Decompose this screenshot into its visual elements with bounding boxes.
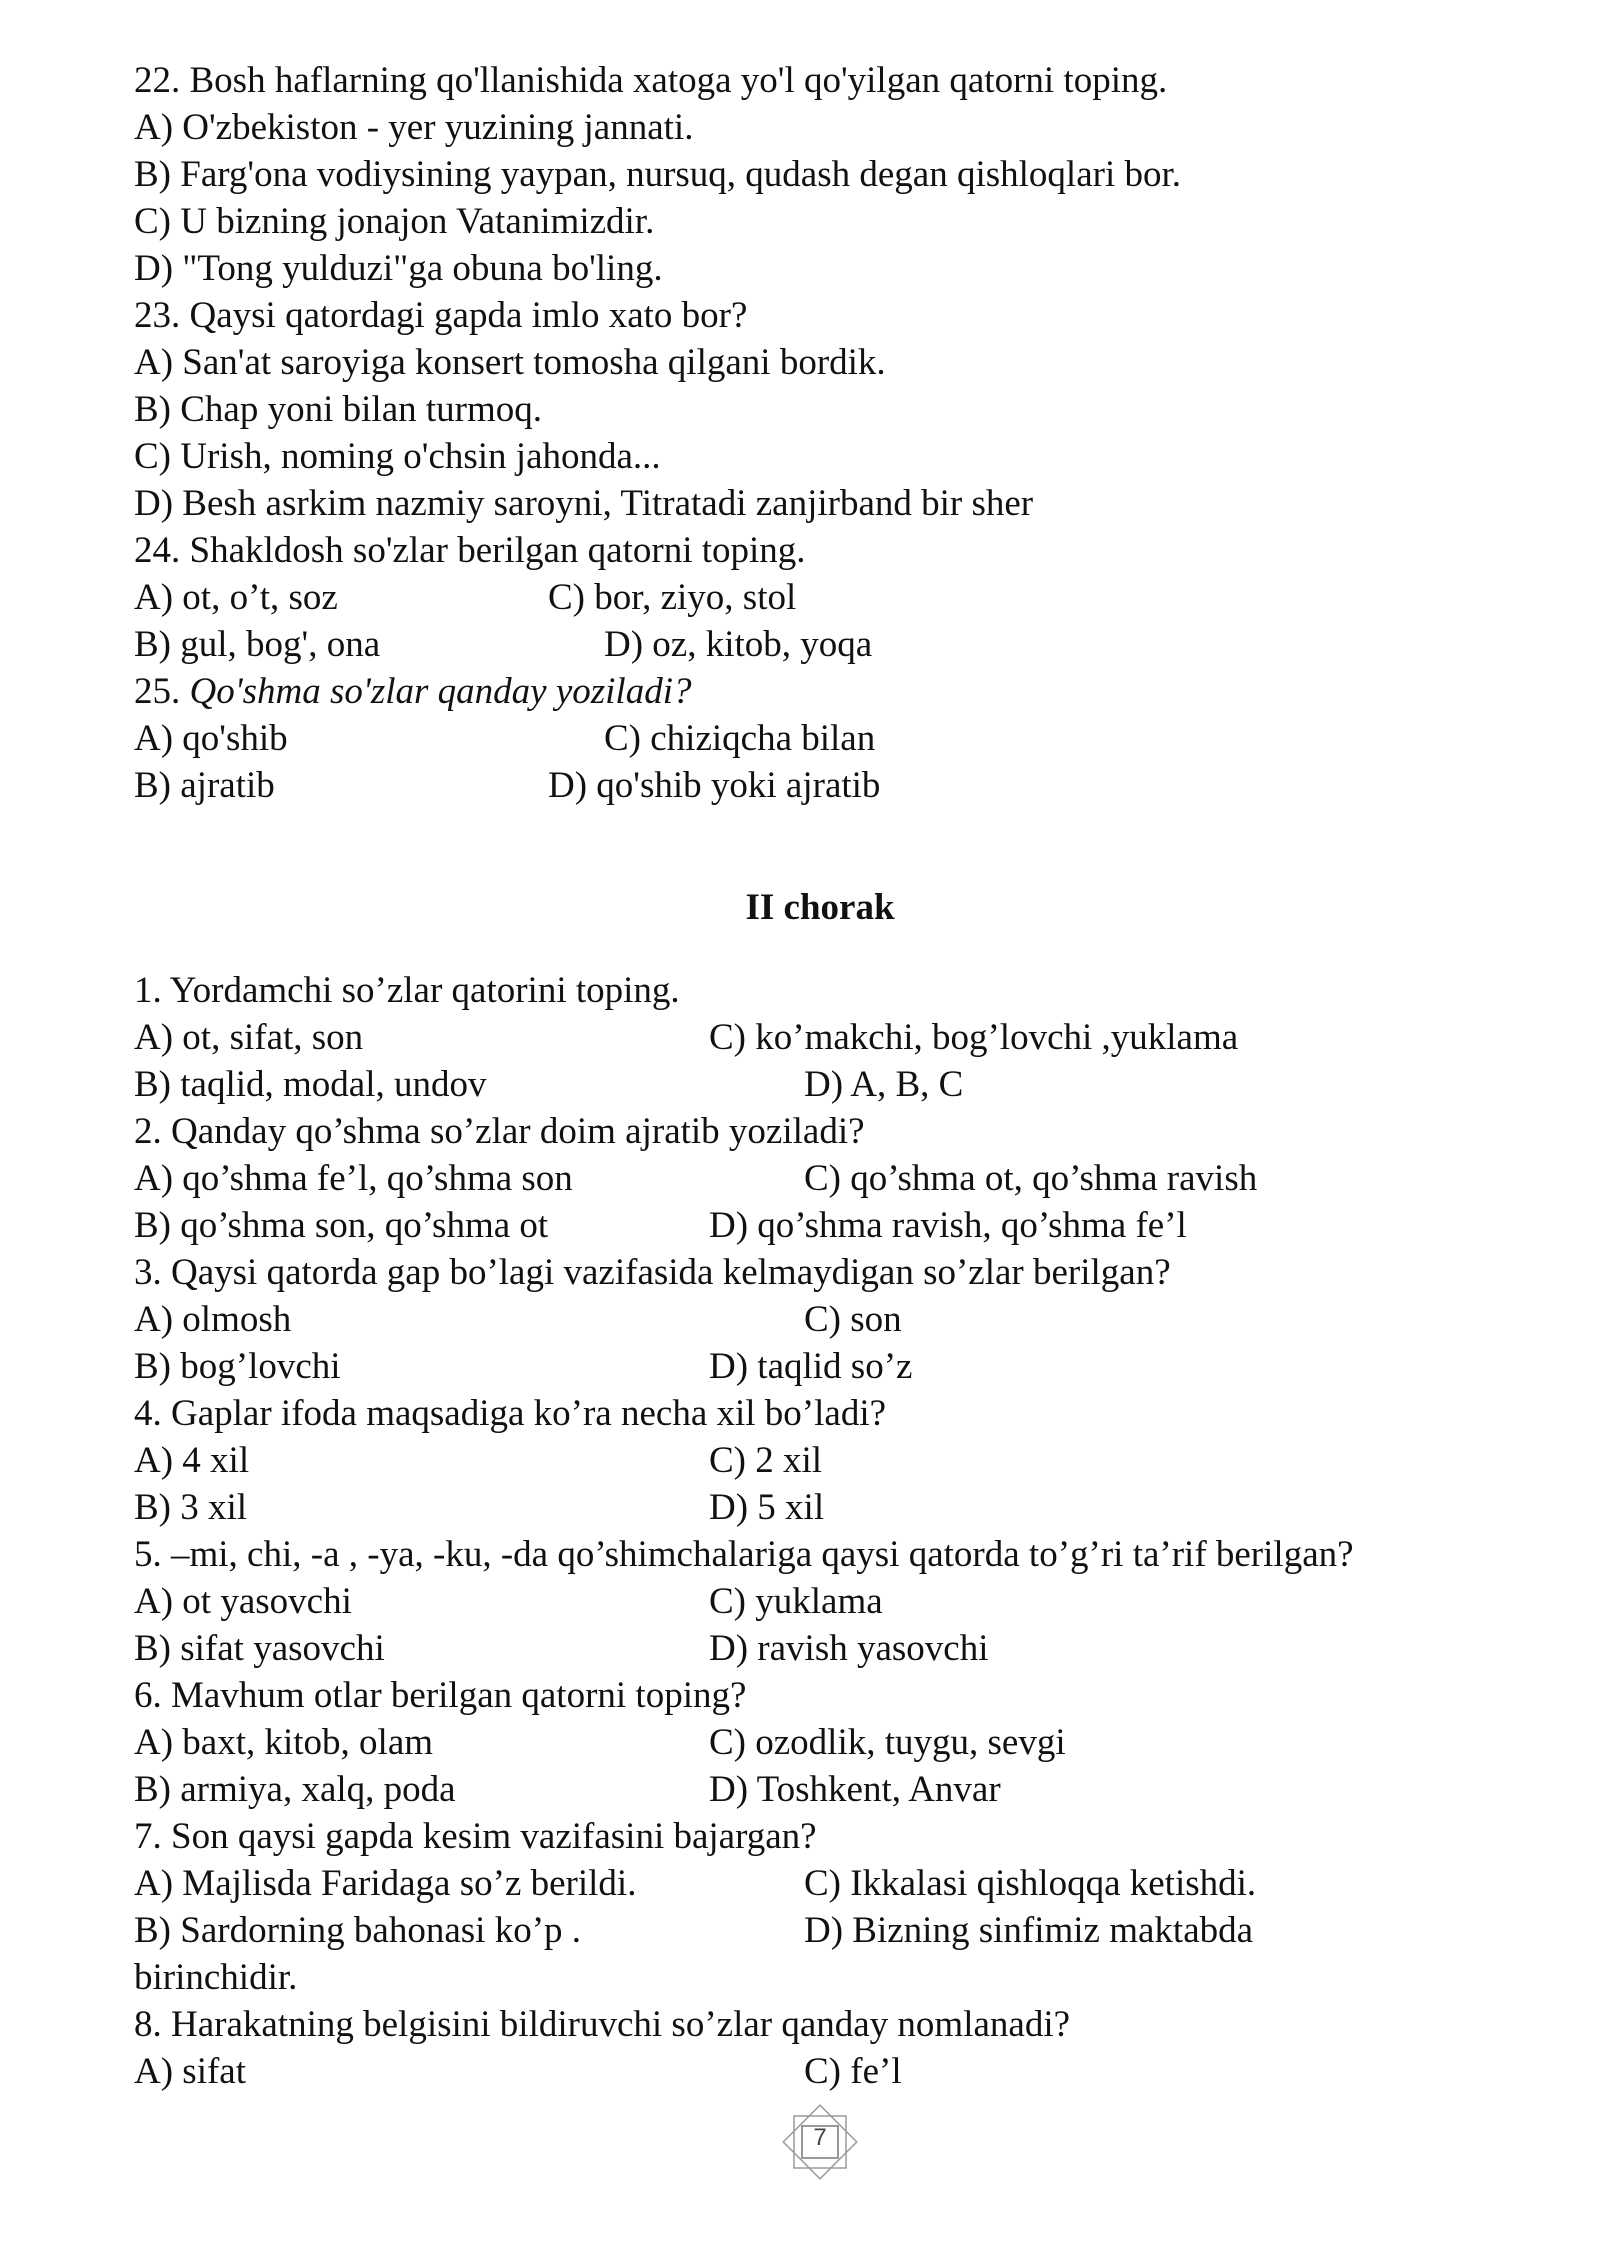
s2-q2-option-b: B) qo’shma son, qo’shma ot	[134, 1205, 549, 1246]
q22-option-c: C) U bizning jonajon Vatanimizdir.	[134, 201, 655, 242]
q24-option-c: C) bor, ziyo, stol	[548, 577, 797, 618]
q24-option-d: D) oz, kitob, yoqa	[604, 624, 873, 665]
s2-q2-option-c: C) qo’shma ot, qo’shma ravish	[804, 1158, 1258, 1199]
question-25-text: Qo'shma so'zlar qanday yoziladi?	[189, 671, 692, 712]
s2-q7-option-d-continued: birinchidir.	[134, 1957, 298, 1998]
s2-q6-option-a: A) baxt, kitob, olam	[134, 1722, 434, 1763]
q23-option-c: C) Urish, noming o'chsin jahonda...	[134, 436, 661, 477]
s2-q3-option-b: B) bog’lovchi	[134, 1346, 341, 1387]
question-24: 24. Shakldosh so'zlar berilgan qatorni toping.	[134, 530, 806, 571]
s2-q7-option-a: A) Majlisda Faridaga so’z berildi.	[134, 1863, 637, 1904]
s2-question-1: 1. Yordamchi so’zlar qatorini toping.	[134, 970, 680, 1011]
s2-q2-option-a: A) qo’shma fe’l, qo’shma son	[134, 1158, 573, 1199]
section-heading: II chorak	[745, 887, 895, 928]
q23-option-a: A) San'at saroyiga konsert tomosha qilgani bordik.	[134, 342, 886, 383]
s2-q7-option-c: C) Ikkalasi qishloqqa ketishdi.	[804, 1863, 1257, 1904]
page-number-ornament	[780, 2102, 860, 2182]
q25-option-a: A) qo'shib	[134, 718, 288, 759]
q23-option-b: B) Chap yoni bilan turmoq.	[134, 389, 542, 430]
q22-option-b: B) Farg'ona vodiysining yaypan, nursuq, qudash degan qishloqlari bor.	[134, 154, 1182, 195]
s2-q3-option-c: C) son	[804, 1299, 902, 1340]
s2-question-8: 8. Harakatning belgisini bildiruvchi so’zlar qanday nomlanadi?	[134, 2004, 1071, 2045]
s2-q4-option-c: C) 2 xil	[709, 1440, 823, 1481]
s2-q5-option-c: C) yuklama	[709, 1581, 883, 1622]
q24-option-b: B) gul, bog', ona	[134, 624, 381, 665]
s2-q5-option-a: A) ot yasovchi	[134, 1581, 352, 1622]
s2-q1-option-a: A) ot, sifat, son	[134, 1017, 364, 1058]
s2-q7-option-d: D) Bizning sinfimiz maktabda	[804, 1910, 1254, 1951]
s2-q1-option-d: D) A, B, C	[804, 1064, 964, 1105]
s2-q5-option-d: D) ravish yasovchi	[709, 1628, 989, 1669]
q23-option-d: D) Besh asrkim nazmiy saroyni, Titratadi zanjirband bir sher	[134, 483, 1034, 524]
question-25-number: 25.	[134, 671, 181, 712]
s2-q6-option-d: D) Toshkent, Anvar	[709, 1769, 1001, 1810]
s2-q4-option-b: B) 3 xil	[134, 1487, 248, 1528]
q25-option-d: D) qo'shib yoki ajratib	[548, 765, 881, 806]
q22-option-a: A) O'zbekiston - yer yuzining jannati.	[134, 107, 694, 148]
s2-q1-option-b: B) taqlid, modal, undov	[134, 1064, 487, 1105]
s2-q5-option-b: B) sifat yasovchi	[134, 1628, 385, 1669]
s2-q1-option-c: C) ko’makchi, bog’lovchi ,yuklama	[709, 1017, 1239, 1058]
s2-question-3: 3. Qaysi qatorda gap bo’lagi vazifasida kelmaydigan so’zlar berilgan?	[134, 1252, 1171, 1293]
q25-option-c: C) chiziqcha bilan	[604, 718, 876, 759]
question-23: 23. Qaysi qatordagi gapda imlo xato bor?	[134, 295, 748, 336]
s2-q4-option-a: A) 4 xil	[134, 1440, 250, 1481]
s2-question-2: 2. Qanday qo’shma so’zlar doim ajratib yoziladi?	[134, 1111, 865, 1152]
page-number: 7	[813, 2124, 827, 2151]
s2-q8-option-a: A) sifat	[134, 2051, 246, 2092]
s2-question-5: 5. –mi, chi, -a , -ya, -ku, -da qo’shimchalariga qaysi qatorda to’g’ri ta’rif berilgan?	[134, 1534, 1354, 1575]
s2-question-4: 4. Gaplar ifoda maqsadiga ko’ra necha xil bo’ladi?	[134, 1393, 887, 1434]
question-25	[134, 669, 691, 715]
s2-q6-option-b: B) armiya, xalq, poda	[134, 1769, 456, 1810]
s2-question-6: 6. Mavhum otlar berilgan qatorni toping?	[134, 1675, 747, 1716]
q22-option-d: D) "Tong yulduzi"ga obuna bo'ling.	[134, 248, 663, 289]
s2-q7-option-b: B) Sardorning bahonasi ko’p .	[134, 1910, 582, 1951]
q24-option-a: A) ot, o’t, soz	[134, 577, 338, 618]
q25-option-b: B) ajratib	[134, 765, 275, 806]
s2-q8-option-c: C) fe’l	[804, 2051, 902, 2092]
question-22: 22. Bosh haflarning qo'llanishida xatoga yo'l qo'yilgan qatorni toping.	[134, 60, 1168, 101]
s2-q4-option-d: D) 5 xil	[709, 1487, 825, 1528]
s2-q3-option-a: A) olmosh	[134, 1299, 292, 1340]
s2-question-7: 7. Son qaysi gapda kesim vazifasini bajargan?	[134, 1816, 817, 1857]
s2-q3-option-d: D) taqlid so’z	[709, 1346, 913, 1387]
s2-q2-option-d: D) qo’shma ravish, qo’shma fe’l	[709, 1205, 1187, 1246]
s2-q6-option-c: C) ozodlik, tuygu, sevgi	[709, 1722, 1066, 1763]
